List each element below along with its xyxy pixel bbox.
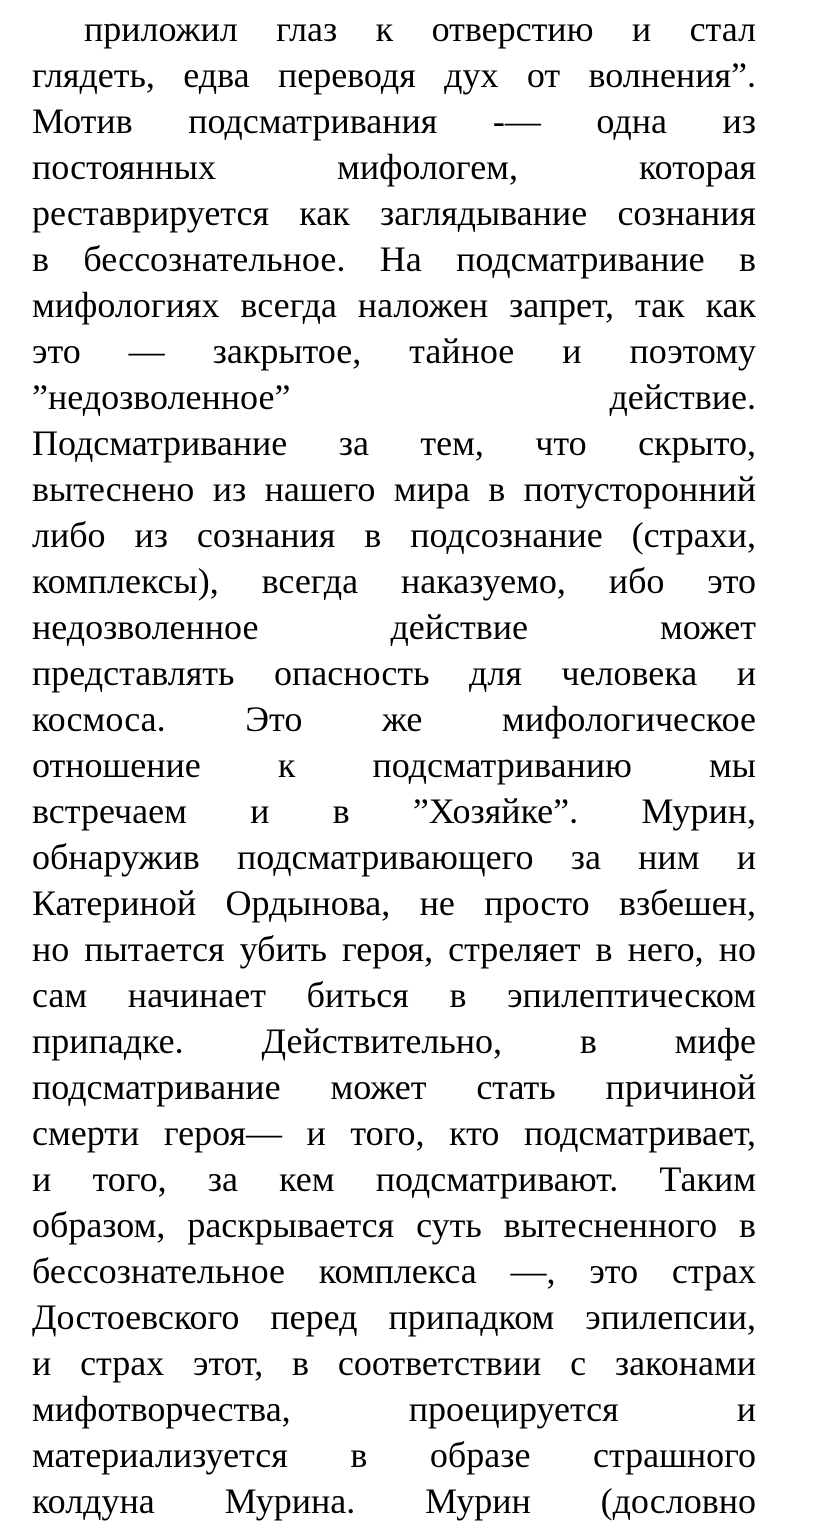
text-line: и страх этот, в соответствии с законами bbox=[32, 1343, 756, 1383]
text-line: постоянных мифологем, которая bbox=[32, 147, 756, 187]
text-line: встречаем и в ”Хозяйке”. Мурин, bbox=[32, 791, 756, 831]
text-line: Мотив подсматривания -— одна из bbox=[32, 101, 756, 141]
text-line: либо из сознания в подсознание (страхи, bbox=[32, 515, 756, 555]
text-line: колдуна Мурина. Мурин (дословно bbox=[32, 1481, 756, 1521]
text-line: Подсматривание за тем, что скрыто, bbox=[32, 423, 756, 463]
text-line: припадке. Действительно, в мифе bbox=[32, 1021, 756, 1061]
text-line: обнаружив подсматривающего за ним и bbox=[32, 837, 756, 877]
document-page bbox=[32, 0, 756, 1524]
text-line: Катериной Ордынова, не просто взбешен, bbox=[32, 883, 756, 923]
text-line: мифотворчества, проецируется и bbox=[32, 1389, 756, 1429]
text-line: материализуется в образе страшного bbox=[32, 1435, 756, 1475]
text-line: это — закрытое, тайное и поэтому bbox=[32, 331, 756, 371]
text-line: и того, за кем подсматривают. Таким bbox=[32, 1159, 756, 1199]
text-line: комплексы), всегда наказуемо, ибо это bbox=[32, 561, 756, 601]
text-line: смерти героя— и того, кто подсматривает, bbox=[32, 1113, 756, 1153]
text-line: в бессознательное. На подсматривание в bbox=[32, 239, 756, 279]
text-line: отношение к подсматриванию мы bbox=[32, 745, 756, 785]
text-line: космоса. Это же мифологическое bbox=[32, 699, 756, 739]
text-line: мифологиях всегда наложен запрет, так как bbox=[32, 285, 756, 325]
text-line: приложил глаз к отверстию и стал bbox=[84, 9, 756, 49]
text-line: глядеть, едва переводя дух от волнения”. bbox=[32, 55, 756, 95]
text-line: сам начинает биться в эпилептическом bbox=[32, 975, 756, 1015]
text-line: Достоевского перед припадком эпилепсии, bbox=[32, 1297, 756, 1337]
text-line: но пытается убить героя, стреляет в него, но bbox=[32, 929, 756, 969]
text-line: образом, раскрывается суть вытесненного в bbox=[32, 1205, 756, 1245]
text-line: ”недозволенное” действие. bbox=[32, 377, 756, 417]
text-line: вытеснено из нашего мира в потусторонний bbox=[32, 469, 756, 509]
text-line: бессознательное комплекса —, это страх bbox=[32, 1251, 756, 1291]
text-line: недозволенное действие может bbox=[32, 607, 756, 647]
text-line: реставрируется как заглядывание сознания bbox=[32, 193, 756, 233]
text-line: представлять опасность для человека и bbox=[32, 653, 756, 693]
text-line: подсматривание может стать причиной bbox=[32, 1067, 756, 1107]
